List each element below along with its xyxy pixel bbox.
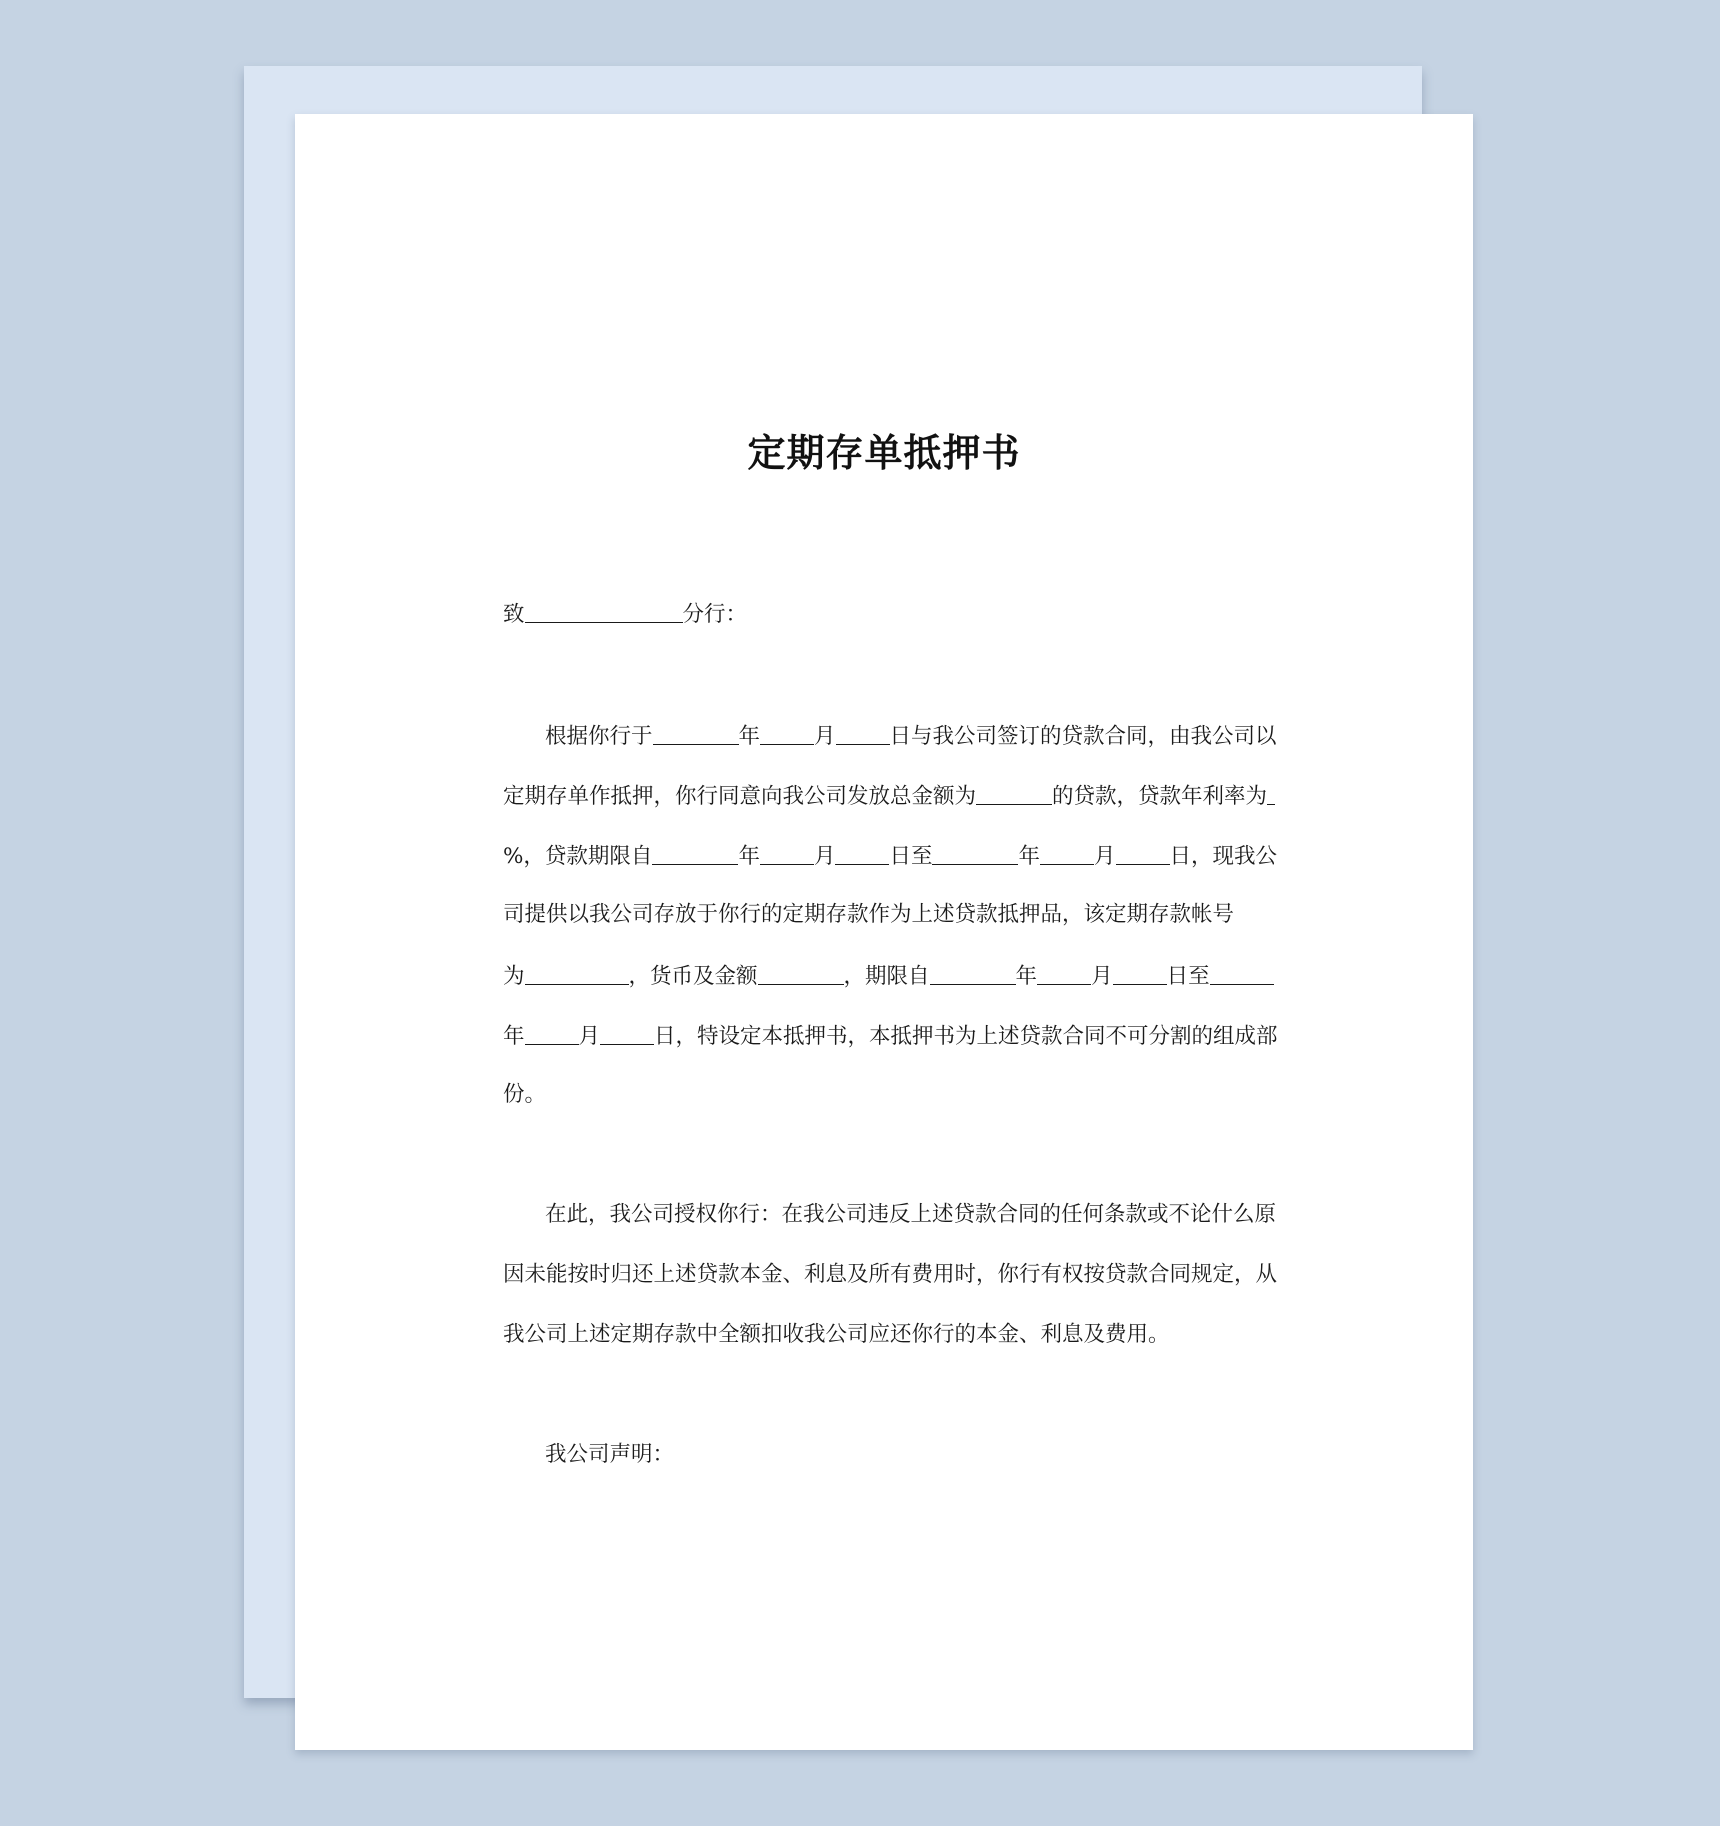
text-segment: 月 bbox=[578, 1024, 601, 1049]
start-day-blank bbox=[835, 844, 889, 865]
text-segment: 月 bbox=[1091, 964, 1113, 989]
salutation-prefix: 致 bbox=[503, 602, 525, 627]
deposit-end-day-blank bbox=[600, 1024, 654, 1045]
start-month-blank bbox=[760, 844, 814, 865]
loan-amount-blank bbox=[976, 784, 1052, 805]
text-segment: 日至 bbox=[889, 844, 933, 869]
salutation-line bbox=[503, 602, 1271, 626]
text-segment: 年 bbox=[1018, 844, 1040, 869]
paragraph1-line5 bbox=[503, 964, 1271, 988]
paragraph3-line1: 我公司声明： bbox=[545, 1442, 675, 1467]
text-segment: 日，特设定本抵押书，本抵押书为上述贷款合同不可分割的组成部 bbox=[654, 1024, 1278, 1049]
paragraph1-line2 bbox=[503, 784, 1271, 808]
paragraph2-line1: 在此，我公司授权你行：在我公司违反上述贷款合同的任何条款或不论什么原 bbox=[545, 1202, 1277, 1227]
end-day-blank bbox=[1116, 844, 1170, 865]
deposit-end-year-blank bbox=[1210, 964, 1274, 985]
text-segment: ，货币及金额 bbox=[628, 964, 758, 989]
contract-day-blank bbox=[836, 724, 890, 745]
currency-amount-blank bbox=[758, 964, 844, 985]
text-segment: 年 bbox=[503, 1024, 525, 1049]
text-segment: 月 bbox=[813, 844, 836, 869]
text-segment: 月 bbox=[1094, 844, 1116, 869]
paragraph1-line6 bbox=[503, 1024, 1278, 1049]
text-segment: 日至 bbox=[1166, 964, 1210, 989]
branch-name-blank bbox=[525, 602, 683, 623]
text-segment: 日与我公司签订的贷款合同，由我公司以 bbox=[889, 724, 1277, 749]
paragraph1-line4: 司提供以我公司存放于你行的定期存款作为上述贷款抵押品，该定期存款帐号 bbox=[503, 902, 1235, 927]
document-title: 定期存单抵押书 bbox=[747, 431, 1021, 475]
text-segment: 为 bbox=[503, 964, 525, 989]
text-segment: 月 bbox=[814, 724, 836, 749]
text-segment: ，期限自 bbox=[843, 964, 930, 989]
text-segment: 日，现我公 bbox=[1169, 844, 1278, 869]
interest-rate-blank bbox=[1267, 784, 1275, 805]
text-segment: 的贷款，贷款年利率为 bbox=[1052, 784, 1268, 809]
text-segment: 年 bbox=[1015, 964, 1038, 989]
paragraph1-line7: 份。 bbox=[503, 1082, 547, 1107]
paragraph1-line3 bbox=[503, 844, 1278, 869]
deposit-end-month-blank bbox=[525, 1024, 579, 1045]
deposit-start-year-blank bbox=[930, 964, 1016, 985]
document-page bbox=[295, 114, 1473, 1750]
paragraph2-line3: 我公司上述定期存款中全额扣收我公司应还你行的本金、利息及费用。 bbox=[503, 1322, 1170, 1347]
deposit-start-month-blank bbox=[1037, 964, 1091, 985]
contract-year-blank bbox=[653, 724, 739, 745]
paragraph2-line2: 因未能按时归还上述贷款本金、利息及所有费用时，你行有权按贷款合同规定，从 bbox=[503, 1262, 1278, 1287]
text-segment: %，贷款期限自 bbox=[503, 844, 653, 869]
text-segment: 年 bbox=[738, 724, 761, 749]
account-number-blank bbox=[525, 964, 629, 985]
deposit-start-day-blank bbox=[1113, 964, 1167, 985]
text-segment: 定期存单作抵押，你行同意向我公司发放总金额为 bbox=[503, 784, 977, 809]
salutation-suffix: 分行： bbox=[682, 602, 748, 627]
text-segment: 年 bbox=[738, 844, 760, 869]
end-year-blank bbox=[932, 844, 1018, 865]
text-segment: 根据你行于 bbox=[545, 724, 653, 749]
contract-month-blank bbox=[760, 724, 814, 745]
start-year-blank bbox=[652, 844, 738, 865]
end-month-blank bbox=[1040, 844, 1094, 865]
paragraph1-line1 bbox=[503, 724, 1313, 748]
